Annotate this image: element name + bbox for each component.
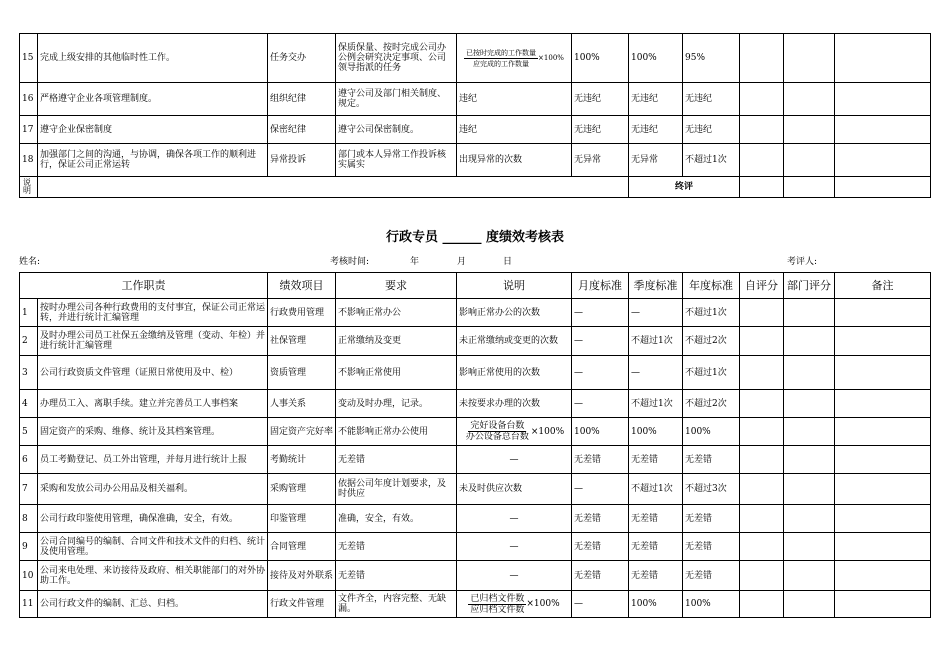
row-number: 9 bbox=[20, 533, 38, 561]
month-standard: — bbox=[572, 390, 629, 418]
requirement-cell: 无差错 bbox=[336, 446, 457, 474]
note-content bbox=[38, 177, 629, 198]
formula-denominator: 应完成的工作数量 bbox=[473, 59, 530, 68]
remark-cell bbox=[835, 390, 931, 418]
requirement-cell: 不影响正常办公 bbox=[336, 299, 457, 327]
quarter-standard: 无违纪 bbox=[629, 83, 683, 116]
year-standard: 不超过1次 bbox=[683, 356, 740, 390]
duty-cell: 员工考勤登记、员工外出管理，并每月进行统计上报 bbox=[38, 446, 268, 474]
row-number: 7 bbox=[20, 474, 38, 505]
dept-score bbox=[784, 591, 835, 618]
duty-cell: 公司行政资质文件管理（证照日常使用及中、检） bbox=[38, 356, 268, 390]
month-standard: — bbox=[572, 474, 629, 505]
final-remark bbox=[835, 177, 931, 198]
table-row bbox=[20, 34, 931, 83]
quarter-standard: 无违纪 bbox=[629, 116, 683, 144]
quarter-standard: 100% bbox=[629, 418, 683, 446]
requirement-cell: 无差错 bbox=[336, 533, 457, 561]
dept-score bbox=[784, 34, 835, 83]
row-number: 17 bbox=[20, 116, 38, 144]
row-number: 11 bbox=[20, 591, 38, 618]
year-standard: 无差错 bbox=[683, 446, 740, 474]
table-row bbox=[20, 505, 931, 533]
header-4: 月度标准 bbox=[572, 273, 629, 299]
dept-score bbox=[784, 144, 835, 177]
month-standard: 无违纪 bbox=[572, 83, 629, 116]
item-cell: 印鉴管理 bbox=[268, 505, 336, 533]
item-cell: 任务交办 bbox=[268, 34, 336, 83]
table-row bbox=[20, 299, 931, 327]
duty-cell: 严格遵守企业各项管理制度。 bbox=[38, 83, 268, 116]
quarter-standard: 无差错 bbox=[629, 446, 683, 474]
header-6: 年度标准 bbox=[683, 273, 740, 299]
remark-cell bbox=[835, 561, 931, 591]
top-table bbox=[19, 33, 931, 198]
remark-cell bbox=[835, 533, 931, 561]
dept-score bbox=[784, 390, 835, 418]
table-row bbox=[20, 144, 931, 177]
year-standard: 不超过2次 bbox=[683, 327, 740, 356]
self-score bbox=[740, 561, 784, 591]
final-dept bbox=[784, 177, 835, 198]
formula-suffix: ×100% bbox=[526, 599, 560, 609]
dept-score bbox=[784, 299, 835, 327]
description-cell: 未正常缴纳或变更的次数 bbox=[457, 327, 572, 356]
remark-cell bbox=[835, 299, 931, 327]
self-score bbox=[740, 356, 784, 390]
header-8: 部门评分 bbox=[784, 273, 835, 299]
formula-numerator: 已按时完成的工作数量 bbox=[466, 48, 537, 57]
row-number: 2 bbox=[20, 327, 38, 356]
year-standard: 无违纪 bbox=[683, 83, 740, 116]
dept-score bbox=[784, 83, 835, 116]
row-number: 18 bbox=[20, 144, 38, 177]
dept-score bbox=[784, 561, 835, 591]
remark-cell bbox=[835, 83, 931, 116]
year-standard: 无差错 bbox=[683, 533, 740, 561]
month-standard: 100% bbox=[572, 418, 629, 446]
formula-cell bbox=[457, 591, 572, 618]
header-row bbox=[20, 273, 931, 299]
duty-cell: 公司来电处理、来访接待及政府、相关职能部门的对外协助工作。 bbox=[38, 561, 268, 591]
dept-score bbox=[784, 446, 835, 474]
table-row bbox=[20, 327, 931, 356]
month-standard: 无违纪 bbox=[572, 116, 629, 144]
year-standard: 无差错 bbox=[683, 561, 740, 591]
item-cell: 资质管理 bbox=[268, 356, 336, 390]
year-standard: 不超过1次 bbox=[683, 144, 740, 177]
item-cell: 人事关系 bbox=[268, 390, 336, 418]
duty-cell: 固定资产的采购、维修、统计及其档案管理。 bbox=[38, 418, 268, 446]
description-cell: 影响正常使用的次数 bbox=[457, 356, 572, 390]
requirement-cell: 遵守公司保密制度。 bbox=[336, 116, 457, 144]
formula-suffix: ×100% bbox=[530, 426, 565, 437]
requirement-cell: 正常缴纳及变更 bbox=[336, 327, 457, 356]
dept-score bbox=[784, 418, 835, 446]
table-row bbox=[20, 356, 931, 390]
requirement-cell: 不能影响正常办公使用 bbox=[336, 418, 457, 446]
dept-score bbox=[784, 116, 835, 144]
dept-score bbox=[784, 474, 835, 505]
formula-numerator: 完好设备台数 bbox=[470, 421, 525, 431]
duty-cell: 遵守企业保密制度 bbox=[38, 116, 268, 144]
duty-cell: 加强部门之间的沟通，与协调，确保各项工作的顺利进行，保证公司正常运转 bbox=[38, 144, 268, 177]
month-standard: — bbox=[572, 591, 629, 618]
remark-cell bbox=[835, 474, 931, 505]
remark-cell bbox=[835, 144, 931, 177]
quarter-standard: — bbox=[629, 299, 683, 327]
remark-cell bbox=[835, 327, 931, 356]
duty-cell: 公司行政印鉴使用管理，确保准确，安全，有效。 bbox=[38, 505, 268, 533]
year-standard: 不超过2次 bbox=[683, 390, 740, 418]
formula-cell bbox=[457, 418, 572, 446]
requirement-cell: 保质保量、按时完成公司办公例会研究决定事项、公司领导指派的任务 bbox=[336, 34, 457, 83]
form-title: 行政专员 ______ 度绩效考核表 bbox=[385, 230, 565, 245]
remark-cell bbox=[835, 505, 931, 533]
table-row bbox=[20, 390, 931, 418]
self-score bbox=[740, 116, 784, 144]
year-standard: 无差错 bbox=[683, 505, 740, 533]
table-row bbox=[20, 533, 931, 561]
header-9: 备注 bbox=[835, 273, 931, 299]
quarter-standard: 无差错 bbox=[629, 533, 683, 561]
item-cell: 行政文件管理 bbox=[268, 591, 336, 618]
month-standard: — bbox=[572, 327, 629, 356]
description-cell: 影响正常办公的次数 bbox=[457, 299, 572, 327]
main-table bbox=[19, 272, 931, 618]
formula bbox=[464, 421, 564, 442]
month-standard: 无差错 bbox=[572, 446, 629, 474]
row-number: 6 bbox=[20, 446, 38, 474]
self-score bbox=[740, 474, 784, 505]
quarter-standard: 无异常 bbox=[629, 144, 683, 177]
month-standard: — bbox=[572, 299, 629, 327]
duty-cell: 采购和发放公司办公用品及相关福利。 bbox=[38, 474, 268, 505]
month-standard: — bbox=[572, 356, 629, 390]
table-row bbox=[20, 418, 931, 446]
header-5: 季度标准 bbox=[629, 273, 683, 299]
duty-cell: 公司行政文件的编制、汇总、归档。 bbox=[38, 591, 268, 618]
table-row bbox=[20, 83, 931, 116]
self-score bbox=[740, 446, 784, 474]
duty-cell: 完成上级安排的其他临时性工作。 bbox=[38, 34, 268, 83]
note-label: 说明 bbox=[20, 177, 38, 198]
year-label: 年 bbox=[410, 257, 420, 267]
duty-cell: 公司合同编号的编制、合同文件和技术文件的归档、统计及使用管理。 bbox=[38, 533, 268, 561]
month-label: 月 bbox=[457, 257, 467, 267]
dept-score bbox=[784, 505, 835, 533]
row-number: 5 bbox=[20, 418, 38, 446]
formula-denominator: 应归档文件数 bbox=[470, 604, 525, 615]
remark-cell bbox=[835, 116, 931, 144]
formula-suffix: ×100% bbox=[538, 54, 564, 62]
header-7: 自评分 bbox=[740, 273, 784, 299]
self-score bbox=[740, 591, 784, 618]
month-standard: 无差错 bbox=[572, 505, 629, 533]
final-label: 终评 bbox=[629, 177, 740, 198]
year-standard: 100% bbox=[683, 591, 740, 618]
requirement-cell: 准确，安全，有效。 bbox=[336, 505, 457, 533]
requirement-cell: 变动及时办理，记录。 bbox=[336, 390, 457, 418]
year-standard: 100% bbox=[683, 418, 740, 446]
self-score bbox=[740, 533, 784, 561]
description-cell: — bbox=[457, 561, 572, 591]
self-score bbox=[740, 144, 784, 177]
item-cell: 社保管理 bbox=[268, 327, 336, 356]
self-score bbox=[740, 390, 784, 418]
row-number: 16 bbox=[20, 83, 38, 116]
item-cell: 采购管理 bbox=[268, 474, 336, 505]
year-standard: 无违纪 bbox=[683, 116, 740, 144]
self-score bbox=[740, 83, 784, 116]
month-standard: 无差错 bbox=[572, 561, 629, 591]
description-cell: — bbox=[457, 446, 572, 474]
month-standard: 100% bbox=[572, 34, 629, 83]
description-cell: 违纪 bbox=[457, 83, 572, 116]
remark-cell bbox=[835, 34, 931, 83]
month-standard: 无异常 bbox=[572, 144, 629, 177]
year-standard: 不超过3次 bbox=[683, 474, 740, 505]
requirement-cell: 依据公司年度计划要求，及时供应 bbox=[336, 474, 457, 505]
formula-numerator: 已归档文件数 bbox=[470, 593, 525, 604]
dept-score bbox=[784, 533, 835, 561]
description-cell: 出现异常的次数 bbox=[457, 144, 572, 177]
item-cell: 接待及对外联系 bbox=[268, 561, 336, 591]
note-row bbox=[20, 177, 931, 198]
row-number: 1 bbox=[20, 299, 38, 327]
remark-cell bbox=[835, 591, 931, 618]
requirement-cell: 无差错 bbox=[336, 561, 457, 591]
quarter-standard: — bbox=[629, 356, 683, 390]
row-number: 8 bbox=[20, 505, 38, 533]
quarter-standard: 100% bbox=[629, 591, 683, 618]
description-cell: 违纪 bbox=[457, 116, 572, 144]
self-score bbox=[740, 34, 784, 83]
day-label: 日 bbox=[503, 257, 513, 267]
year-standard: 95% bbox=[683, 34, 740, 83]
item-cell: 保密纪律 bbox=[268, 116, 336, 144]
formula-cell bbox=[457, 34, 572, 83]
header-duty: 工作职责 bbox=[20, 273, 268, 299]
item-cell: 行政费用管理 bbox=[268, 299, 336, 327]
table-row bbox=[20, 561, 931, 591]
quarter-standard: 无差错 bbox=[629, 561, 683, 591]
description-cell: 未及时供应次数 bbox=[457, 474, 572, 505]
row-number: 4 bbox=[20, 390, 38, 418]
header-1: 绩效项目 bbox=[268, 273, 336, 299]
self-score bbox=[740, 299, 784, 327]
row-number: 3 bbox=[20, 356, 38, 390]
remark-cell bbox=[835, 418, 931, 446]
dept-score bbox=[784, 356, 835, 390]
duty-cell: 及时办理公司员工社保五金缴纳及管理（变动、年检）并进行统计汇编管理 bbox=[38, 327, 268, 356]
item-cell: 组织纪律 bbox=[268, 83, 336, 116]
time-label: 考核时间: bbox=[330, 257, 370, 267]
self-score bbox=[740, 327, 784, 356]
requirement-cell: 部门或本人异常工作投诉核实属实 bbox=[336, 144, 457, 177]
item-cell: 考勤统计 bbox=[268, 446, 336, 474]
table-row bbox=[20, 474, 931, 505]
table-row bbox=[20, 591, 931, 618]
row-number: 15 bbox=[20, 34, 38, 83]
item-cell: 异常投诉 bbox=[268, 144, 336, 177]
self-score bbox=[740, 505, 784, 533]
description-cell: — bbox=[457, 533, 572, 561]
description-cell: — bbox=[457, 505, 572, 533]
description-cell: 未按要求办理的次数 bbox=[457, 390, 572, 418]
remark-cell bbox=[835, 356, 931, 390]
quarter-standard: 不超过1次 bbox=[629, 390, 683, 418]
table-row bbox=[20, 446, 931, 474]
row-number: 10 bbox=[20, 561, 38, 591]
item-cell: 固定资产完好率 bbox=[268, 418, 336, 446]
quarter-standard: 无差错 bbox=[629, 505, 683, 533]
duty-cell: 按时办理公司各种行政费用的支付事宜，保证公司正常运转，并进行统计汇编管理 bbox=[38, 299, 268, 327]
formula bbox=[468, 594, 559, 615]
formula-denominator: 办公设备总台数 bbox=[465, 432, 529, 442]
item-cell: 合同管理 bbox=[268, 533, 336, 561]
requirement-cell: 文件齐全，内容完整、无缺漏。 bbox=[336, 591, 457, 618]
requirement-cell: 不影响正常使用 bbox=[336, 356, 457, 390]
remark-cell bbox=[835, 446, 931, 474]
quarter-standard: 不超过1次 bbox=[629, 327, 683, 356]
self-score bbox=[740, 418, 784, 446]
month-standard: 无差错 bbox=[572, 533, 629, 561]
year-standard: 不超过1次 bbox=[683, 299, 740, 327]
table-row bbox=[20, 116, 931, 144]
quarter-standard: 不超过1次 bbox=[629, 474, 683, 505]
header-2: 要求 bbox=[336, 273, 457, 299]
assessor-label: 考评人: bbox=[787, 257, 818, 267]
final-self bbox=[740, 177, 784, 198]
requirement-cell: 遵守公司及部门相关制度、规定。 bbox=[336, 83, 457, 116]
header-3: 说明 bbox=[457, 273, 572, 299]
dept-score bbox=[784, 327, 835, 356]
formula bbox=[464, 48, 564, 69]
quarter-standard: 100% bbox=[629, 34, 683, 83]
name-label: 姓名: bbox=[19, 257, 41, 267]
duty-cell: 办理员工入、离职手续。建立并完善员工人事档案 bbox=[38, 390, 268, 418]
